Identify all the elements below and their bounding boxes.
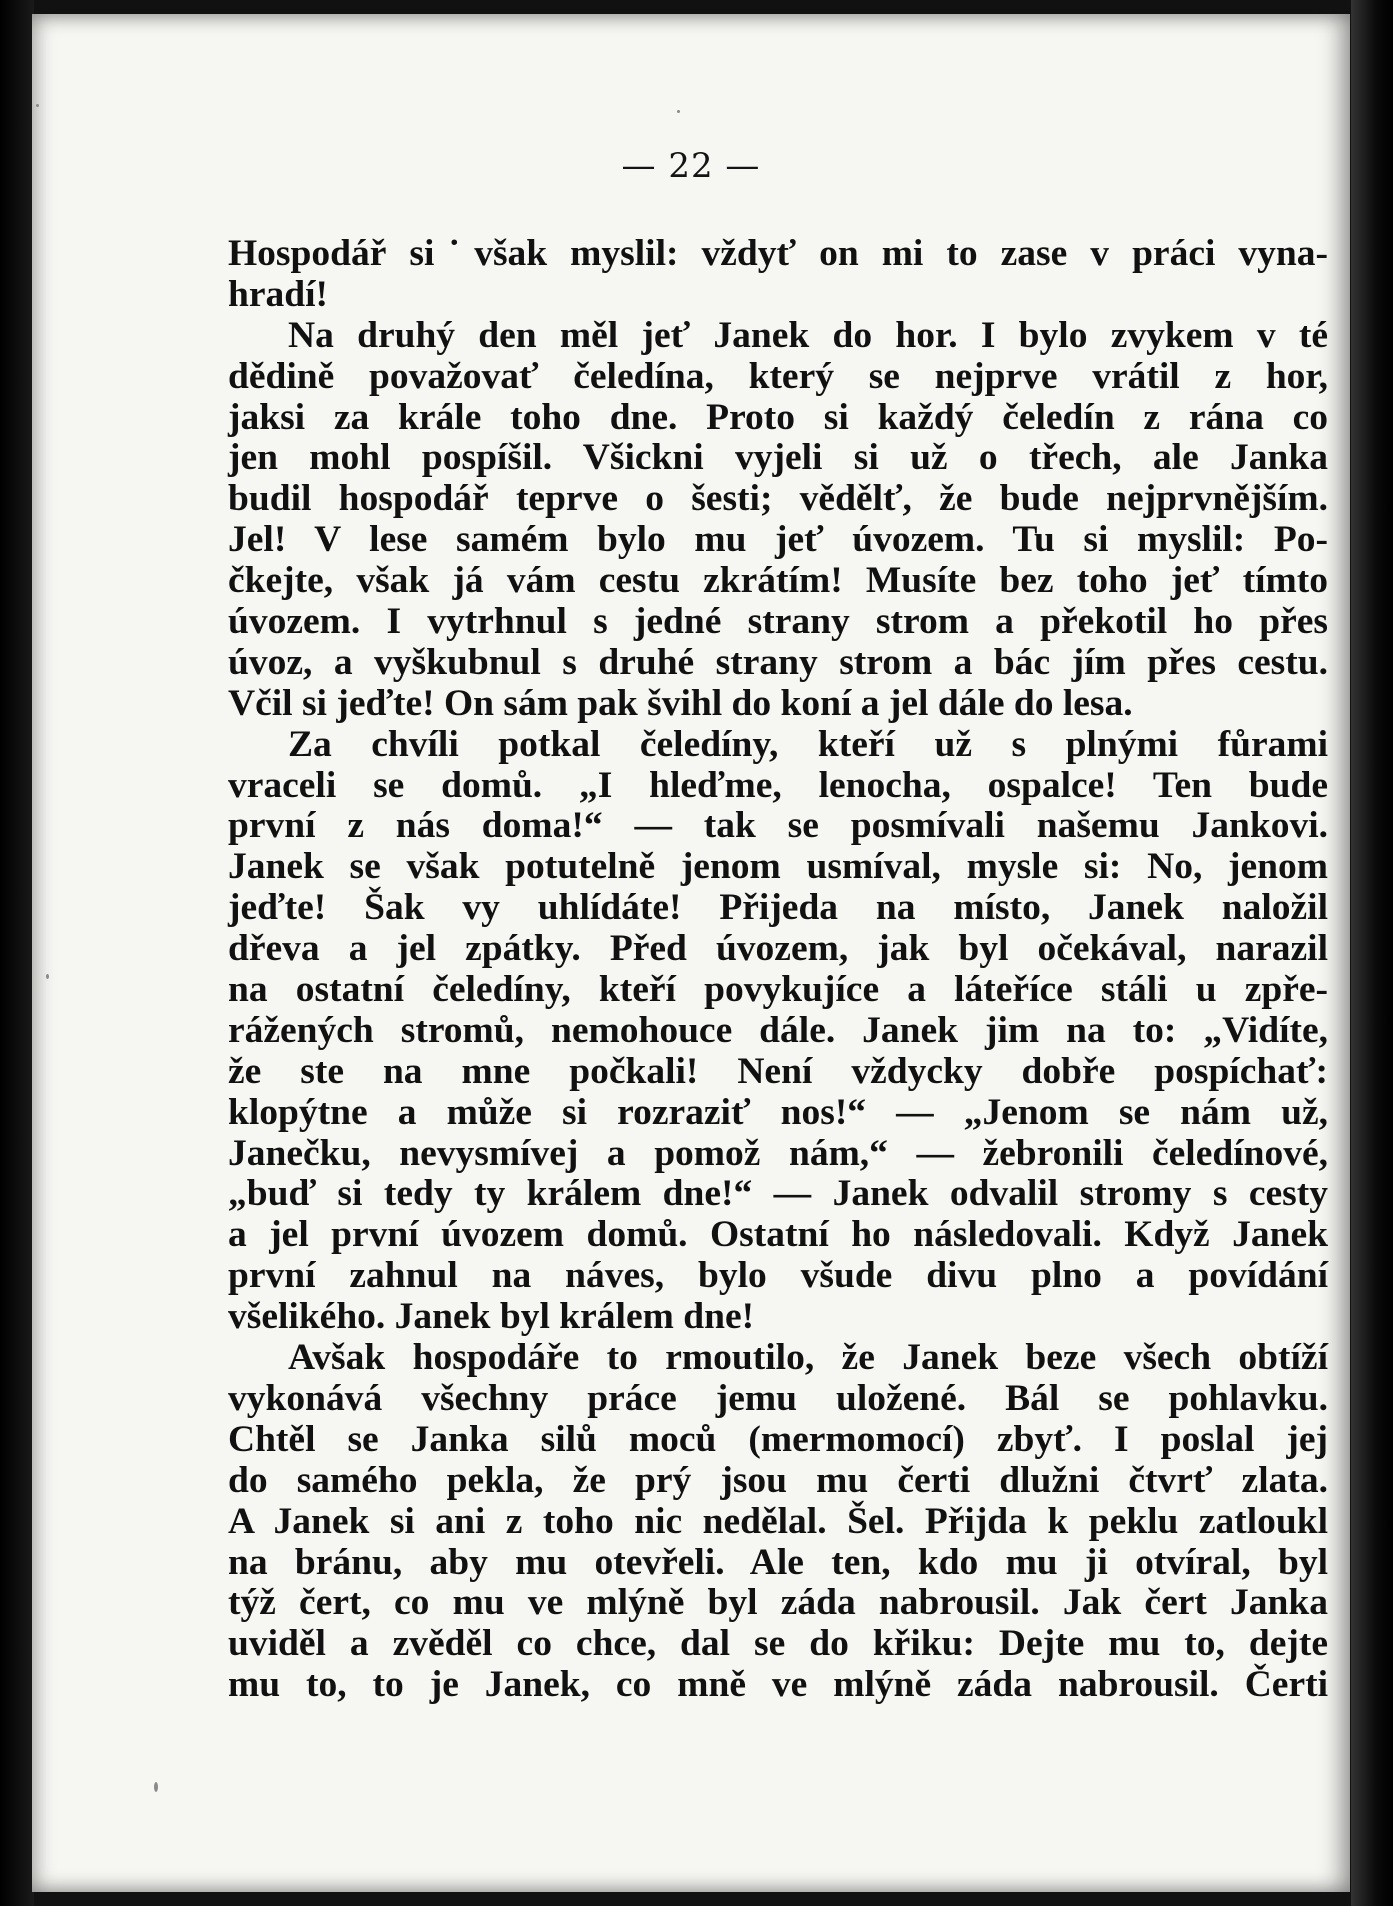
text-line: na bránu, aby mu otevřeli. Ale ten, kdo mu ji otvíral, byl bbox=[228, 1541, 1328, 1583]
text-line: rážených stromů, nemohouce dále. Janek jim na to: „Vidíte, bbox=[228, 1009, 1328, 1051]
text-line: Chtěl se Janka silů moců (mermomocí) zbyť. I poslal jej bbox=[228, 1418, 1328, 1460]
text-line: Janečku, nevysmívej a pomož nám,“ — žebronili čeledínové, bbox=[228, 1132, 1328, 1174]
text-line: A Janek si ani z toho nic nedělal. Šel. Přijda k peklu zatloukl bbox=[228, 1500, 1328, 1542]
text-line: jaksi za krále toho dne. Proto si každý čeledín z rána co bbox=[228, 396, 1328, 438]
text-line: klopýtne a může si rozraziť nos!“ — „Jenom se nám už, bbox=[228, 1091, 1328, 1133]
text-line: Janek se však potutelně jenom usmíval, mysle si: No, jenom bbox=[228, 846, 1328, 888]
scan-speck bbox=[46, 974, 49, 979]
page-number: — 22 — bbox=[621, 146, 761, 186]
text-line: hradí! bbox=[228, 273, 329, 315]
scan-right-edge bbox=[1351, 0, 1393, 1906]
text-line: jen mohl pospíšil. Všickni vyjeli si už o třech, ale Janka bbox=[228, 437, 1328, 479]
scan-speck bbox=[154, 1782, 158, 1792]
text-line: jeďte! Šak vy uhlídáte! Přijeda na místo, Janek naložil bbox=[228, 887, 1328, 929]
text-line: na ostatní čeledíny, kteří povykujíce a láteříce stáli u zpře- bbox=[228, 969, 1328, 1011]
text-line: mu to, to je Janek, co mně ve mlýně záda nabrousil. Čerti bbox=[228, 1664, 1328, 1706]
text-line: všelikého. Janek byl králem dne! bbox=[228, 1296, 755, 1338]
text-line: že ste na mne počkali! Není vždycky dobře pospíchať: bbox=[228, 1050, 1328, 1092]
text-line: první zahnul na náves, bylo všude divu plno a povídání bbox=[228, 1255, 1328, 1297]
text-line: vykonává všechny práce jemu uložené. Bál se pohlavku. bbox=[228, 1377, 1328, 1419]
text-line: „buď si tedy ty králem dne!“ — Janek odvalil stromy s cesty bbox=[228, 1173, 1328, 1215]
text-line: budil hospodář teprve o šesti; vědělť, že bude nejprvnějším. bbox=[228, 478, 1328, 520]
text-line: Avšak hospodáře to rmoutilo, že Janek beze všech obtíží bbox=[288, 1337, 1328, 1379]
text-line: do samého pekla, že prý jsou mu čerti dlužni čtvrť zlata. bbox=[228, 1459, 1328, 1501]
text-line: uviděl a zvěděl co chce, dal se do křiku: Dejte mu to, dejte bbox=[228, 1623, 1328, 1665]
text-line: Na druhý den měl jeť Janek do hor. I bylo zvykem v té bbox=[288, 314, 1328, 356]
scan-left-edge bbox=[0, 0, 34, 1906]
book-page bbox=[32, 14, 1350, 1892]
text-line: týž čert, co mu ve mlýně byl záda nabrousil. Jak čert Janka bbox=[228, 1582, 1328, 1624]
text-line: vraceli se domů. „I hleďme, lenocha, ospalce! Ten bude bbox=[228, 764, 1328, 806]
scan-speck bbox=[36, 104, 39, 107]
text-line: a jel první úvozem domů. Ostatní ho následovali. Když Janek bbox=[228, 1214, 1328, 1256]
text-line: čkejte, však já vám cestu zkrátím! Musíte bez toho jeť tímto bbox=[228, 560, 1328, 602]
text-line: Jel! V lese samém bylo mu jeť úvozem. Tu si myslil: Po- bbox=[228, 519, 1328, 561]
text-line: úvozem. I vytrhnul s jedné strany strom a překotil ho přes bbox=[228, 601, 1328, 643]
scan-speck bbox=[677, 110, 680, 113]
text-line: Včil si jeďte! On sám pak švihl do koní a jel dále do lesa. bbox=[228, 682, 1133, 724]
text-line: dřeva a jel zpátky. Před úvozem, jak byl očekával, narazil bbox=[228, 928, 1328, 970]
text-line: Za chvíli potkal čeledíny, kteří už s plnými fůrami bbox=[288, 723, 1328, 765]
text-line: dědině považovať čeledína, který se nejprve vrátil z hor, bbox=[228, 355, 1328, 397]
text-line: Hospodář si˙však myslil: vždyť on mi to zase v práci vyna- bbox=[228, 233, 1328, 274]
text-line: úvoz, a vyškubnul s druhé strany strom a bác jím přes cestu. bbox=[228, 641, 1328, 683]
text-line: první z nás doma!“ — tak se posmívali našemu Jankovi. bbox=[228, 805, 1328, 847]
body-text bbox=[228, 234, 1328, 1706]
